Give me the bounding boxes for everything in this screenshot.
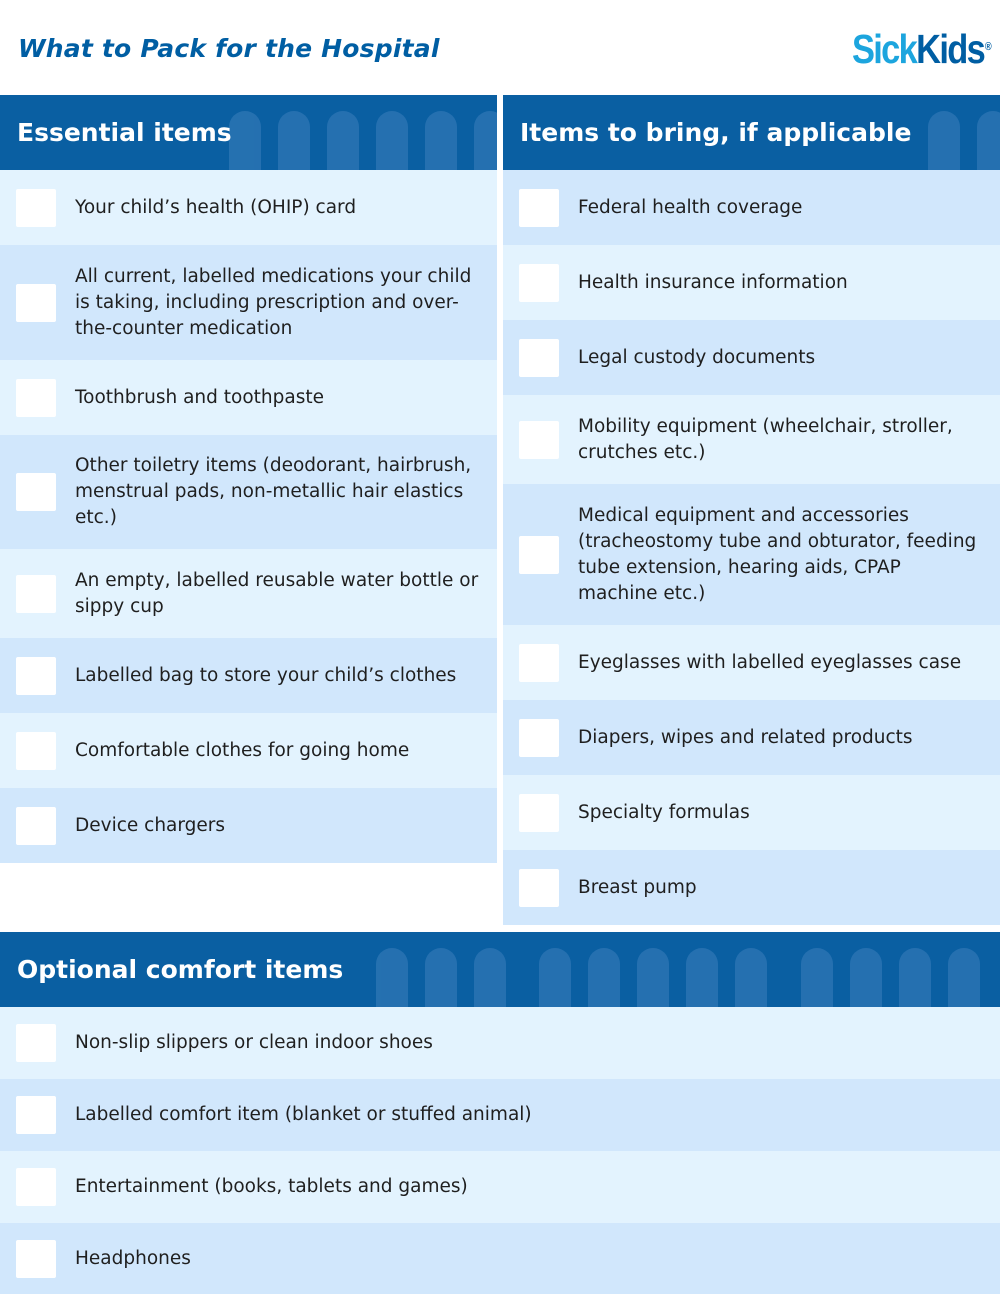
checklist-row[interactable] <box>0 1079 1000 1151</box>
checklist-row[interactable] <box>503 170 1000 245</box>
checklist-item-text: Comfortable clothes for going home <box>75 739 410 761</box>
checkbox[interactable] <box>16 732 56 770</box>
checkbox[interactable] <box>519 264 559 302</box>
checklist-item-text: Legal custody documents <box>578 346 816 368</box>
page-title: What to Pack for the Hospital <box>18 34 440 63</box>
checklist-item-text: Health insurance information <box>578 271 848 293</box>
checklist-item-text: Your child’s health (OHIP) card <box>75 196 357 218</box>
checklist-row[interactable] <box>503 775 1000 850</box>
checklist-item-text: An empty, labelled reusable water bottle or sippy cup <box>75 569 479 617</box>
checklist-row[interactable] <box>0 245 497 360</box>
essential-items-title: Essential items <box>17 118 232 147</box>
checklist-row[interactable] <box>0 360 497 435</box>
checkbox[interactable] <box>519 794 559 832</box>
optional-items-header <box>0 932 1000 1007</box>
checklist-row[interactable] <box>0 638 497 713</box>
checklist-row[interactable] <box>0 435 497 549</box>
checkbox[interactable] <box>16 1168 56 1206</box>
checklist-row[interactable] <box>0 788 497 863</box>
checklist-item-text: Other toiletry items (deodorant, hairbrush, menstrual pads, non-metallic hair elastics etc.) <box>75 455 472 528</box>
checkbox[interactable] <box>16 575 56 613</box>
checklist-item-text: Medical equipment and accessories (tracheostomy tube and obturator, feeding tube extension, hearing aids, CPAP machine etc.) <box>578 504 977 604</box>
checklist-row[interactable] <box>0 549 497 638</box>
checklist-item-text: Breast pump <box>578 876 697 898</box>
checklist-item-text: Specialty formulas <box>578 801 750 823</box>
checkbox[interactable] <box>16 807 56 845</box>
checkbox[interactable] <box>519 644 559 682</box>
checklist-item-text: Toothbrush and toothpaste <box>75 386 325 408</box>
checklist-row[interactable] <box>0 1223 1000 1294</box>
checklist-item-text: Federal health coverage <box>578 196 803 218</box>
applicable-items-title: Items to bring, if applicable <box>520 118 912 147</box>
checklist-row[interactable] <box>0 713 497 788</box>
checkbox[interactable] <box>16 284 56 322</box>
checklist-row[interactable] <box>503 245 1000 320</box>
checklist-item-text: Labelled comfort item (blanket or stuffed animal) <box>75 1104 532 1125</box>
logo-registered-mark: ® <box>984 41 991 53</box>
checkbox[interactable] <box>16 657 56 695</box>
checkbox[interactable] <box>16 473 56 511</box>
checklist-item-text: Diapers, wipes and related products <box>578 726 913 748</box>
essential-items-header <box>0 95 497 170</box>
checkbox[interactable] <box>16 1240 56 1278</box>
sickkids-logo <box>852 24 990 74</box>
checklist-row[interactable] <box>503 395 1000 484</box>
checkbox[interactable] <box>519 869 559 907</box>
checklist-item-text: Device chargers <box>75 814 226 836</box>
checkbox[interactable] <box>519 421 559 459</box>
checklist-row[interactable] <box>503 700 1000 775</box>
applicable-items-section <box>503 95 1000 925</box>
applicable-items-header <box>503 95 1000 170</box>
checklist-row[interactable] <box>503 625 1000 700</box>
logo-kids: Kids <box>916 26 985 72</box>
checklist-item-text: Eyeglasses with labelled eyeglasses case <box>578 651 962 673</box>
checkbox[interactable] <box>519 536 559 574</box>
checkbox[interactable] <box>16 189 56 227</box>
checklist-row[interactable] <box>503 484 1000 625</box>
checklist-row[interactable] <box>503 850 1000 925</box>
essential-items-section <box>0 95 497 863</box>
checklist-item-text: Headphones <box>75 1247 191 1269</box>
checklist-item-text: All current, labelled medications your child is taking, including prescription and over-the-counter medication <box>75 265 472 339</box>
page-header <box>0 0 1000 95</box>
checklist-item-text: Labelled bag to store your child’s clothes <box>75 664 457 686</box>
checkbox[interactable] <box>519 189 559 227</box>
optional-items-title: Optional comfort items <box>17 955 344 984</box>
checkbox[interactable] <box>519 339 559 377</box>
optional-items-section <box>0 932 1000 1294</box>
logo-sick: Sick <box>852 26 917 72</box>
checklist-item-text: Non-slip slippers or clean indoor shoes <box>75 1032 433 1053</box>
checkbox[interactable] <box>16 379 56 417</box>
checkbox[interactable] <box>16 1096 56 1134</box>
checklist-row[interactable] <box>0 170 497 245</box>
checkbox[interactable] <box>16 1024 56 1062</box>
checklist-row[interactable] <box>0 1151 1000 1223</box>
checkbox[interactable] <box>519 719 559 757</box>
checklist-item-text: Mobility equipment (wheelchair, stroller, crutches etc.) <box>578 415 953 463</box>
checklist-item-text: Entertainment (books, tablets and games) <box>75 1176 468 1197</box>
checklist-row[interactable] <box>503 320 1000 395</box>
checklist-row[interactable] <box>0 1007 1000 1079</box>
